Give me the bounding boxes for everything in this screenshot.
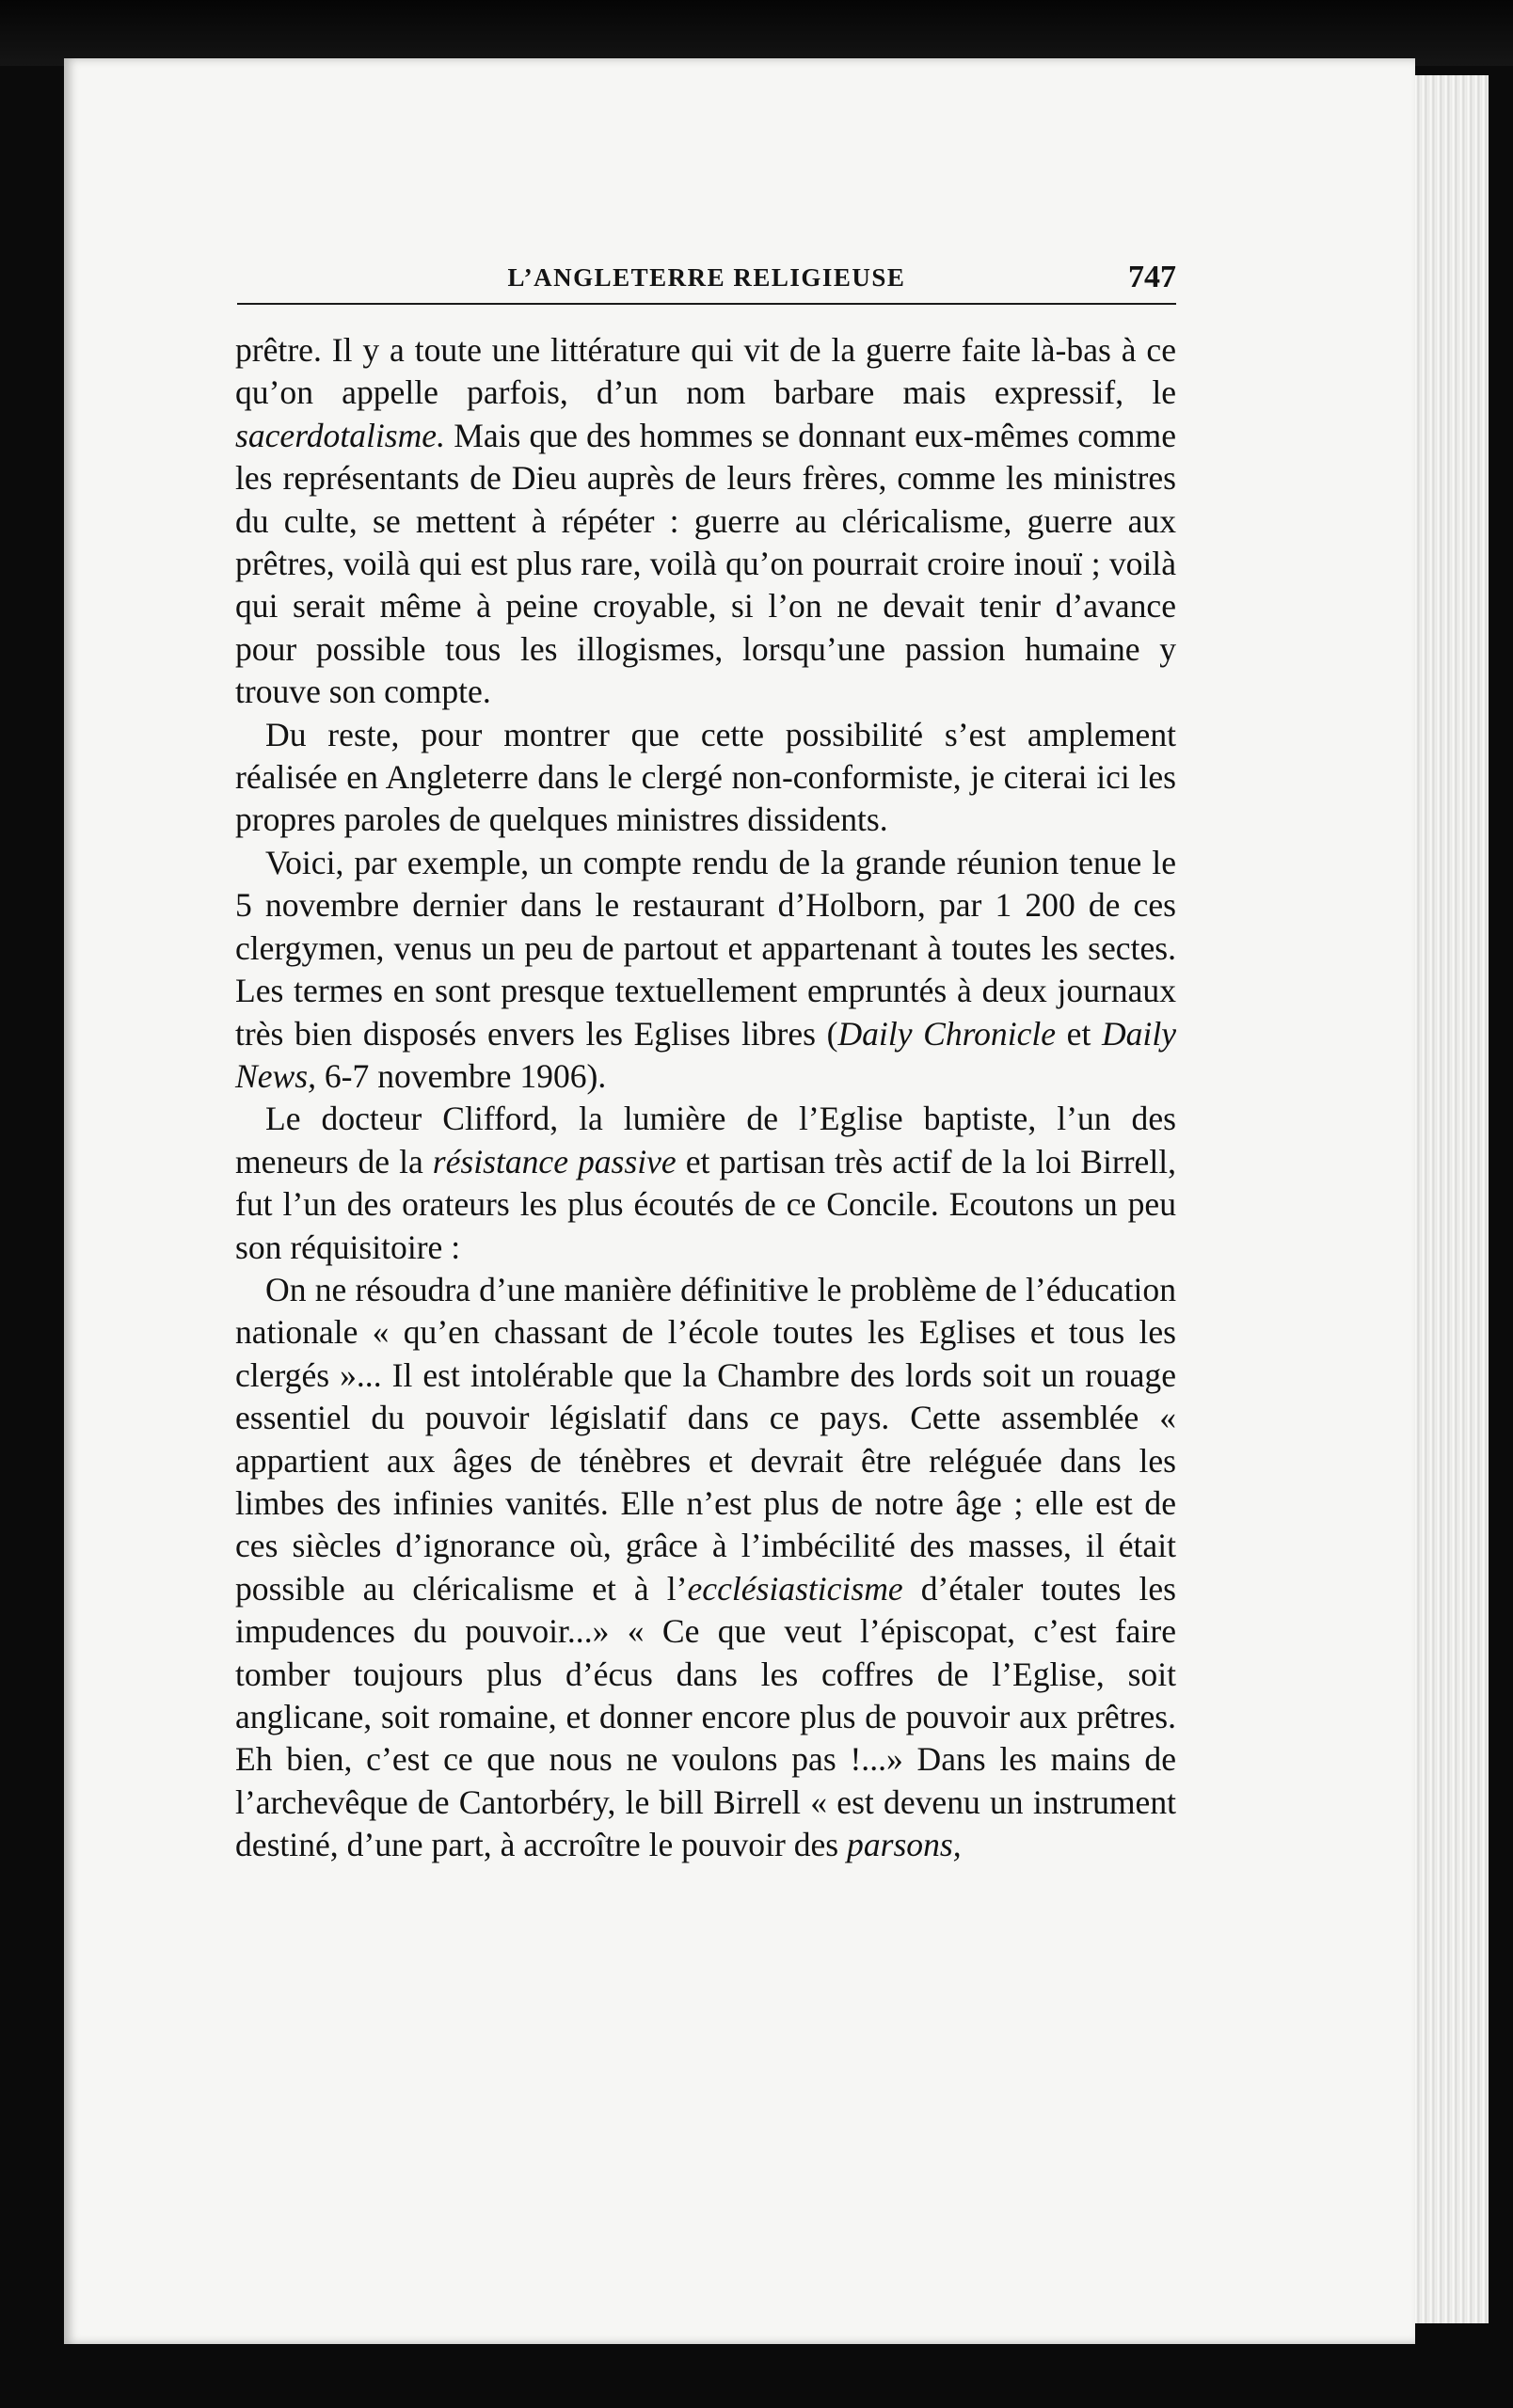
text-run: Du reste, pour montrer que cette possibilité s’est amplement réalisée en Angleterre dans le clergé non-conformiste, je citerai ici les propres paroles de quelques ministres dissidents. [235, 715, 1176, 839]
text-run: 6-7 novembre 1906). [316, 1056, 607, 1095]
text-run: et [1056, 1014, 1102, 1053]
text-run: et partisan très actif de la loi Birrell, fut l’un des orateurs les plus écoutés de ce Concile. Ecoutons un peu son réquisitoire : [235, 1142, 1177, 1266]
running-title: L’ANGLETERRE RELIGIEUSE [507, 263, 906, 292]
page-edges [1411, 75, 1489, 2323]
text-run: prêtre. Il y a toute une littérature qui vit de la guerre faite là-bas à ce qu’on appelle parfois, d’un nom barbare mais expressif, le [235, 331, 1176, 412]
italic-term: parsons, [847, 1826, 962, 1864]
italic-title: Daily Chronicle [837, 1014, 1057, 1053]
paragraph-3 [235, 842, 1176, 1098]
page-header [237, 260, 1176, 305]
paragraph-5 [235, 1269, 1176, 1867]
paragraph-1 [235, 329, 1176, 714]
paragraph-4 [235, 1098, 1176, 1269]
page-number: 747 [1128, 260, 1176, 294]
text-run: Voici, par exemple, un compte rendu de la grande réunion tenue le 5 novembre dernier dans le restaurant d’Holborn, par 1 200 de ces clergymen, venus un peu de partout et appartenant à toutes les sectes. Les termes en sont presque textuellement empruntés à deux journaux très bien disposés envers les Eglises libres ( [235, 843, 1176, 1053]
italic-term: résistance passive [432, 1142, 677, 1180]
italic-title: Daily News, [235, 1014, 1176, 1095]
text-run: Mais que des hommes se donnant eux-mêmes comme les représentants de Dieu auprès de leurs frères, comme les ministres du culte, se mettent à répéter : guerre au cléricalisme, guerre aux prêtres, voilà qui est plus rare, voilà qu’on pourrait croire inouï ; voilà qui serait même à peine croyable, si l’on ne devait tenir d’avance pour possible tous les illogismes, lorsqu’une passion humaine y trouve son compte. [235, 416, 1176, 711]
italic-term: sacerdotalisme. [235, 416, 445, 454]
scan-border-top [0, 0, 1513, 66]
page-body [235, 329, 1176, 1867]
text-run: Le docteur Clifford, la lumière de l’Eglise baptiste, l’un des meneurs de la [235, 1100, 1176, 1180]
paragraph-2 [235, 714, 1176, 842]
text-run: On ne résoudra d’une manière définitive le problème de l’éducation nationale « qu’en chassant de l’école toutes les Eglises et tous les clergés »... Il est intolérable que la Chambre des lords soit un rouage essentiel du pouvoir législatif dans ce pays. Cette assemblée « appartient aux âges de ténèbres et devrait être reléguée dans les limbes des infinies vanités. Elle n’est plus de notre âge ; elle est de ces siècles d’ignorance où, grâce à l’imbécilité des masses, il était possible au cléricalisme et à l’ [235, 1270, 1176, 1608]
text-run: d’étaler toutes les impudences du pouvoir...» « Ce que veut l’épiscopat, c’est faire tomber toujours plus d’écus dans les coffres de l’Eglise, soit anglicane, soit romaine, et donner encore plus de pouvoir aux prêtres. Eh bien, c’est ce que nous ne voulons pas !...» Dans les mains de l’archevêque de Cantorbéry, le bill Birrell « est devenu un instrument destiné, d’une part, à accroître le pouvoir des [235, 1569, 1176, 1864]
italic-term: ecclésiasticisme [687, 1569, 903, 1608]
